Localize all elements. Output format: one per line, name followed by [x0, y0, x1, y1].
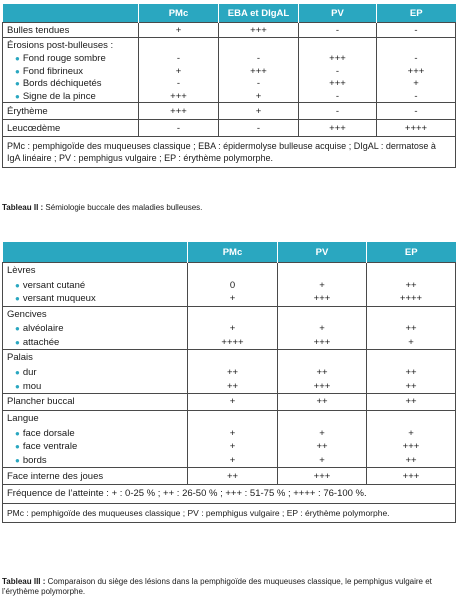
cell: +++ — [278, 336, 367, 350]
table-ii-caption — [2, 203, 454, 213]
row-label-cell — [3, 379, 188, 393]
cell: - — [377, 103, 456, 120]
cell: + — [278, 426, 367, 440]
row-label: Gencives — [7, 308, 47, 320]
row-label: versant cutané — [22, 279, 86, 291]
group-header-row — [3, 38, 456, 53]
table-row — [3, 90, 456, 103]
cell: ++ — [278, 440, 367, 454]
bullet-icon: ● — [15, 280, 20, 290]
row-label-cell — [3, 440, 188, 454]
frequency-note: Fréquence de l’atteinte : + : 0-25 % ; ++ : 26-50 % ; +++ : 51-75 % ; ++++ : 76-100 %. — [3, 485, 456, 504]
table-ii-header-row — [3, 4, 456, 23]
cell: + — [367, 426, 456, 440]
header-eba-digal: EBA et DIgAL — [219, 4, 299, 23]
cell: + — [188, 454, 278, 468]
cell: ++ — [188, 468, 278, 485]
table-row — [3, 53, 456, 66]
cell: +++ — [278, 379, 367, 393]
table-note-row — [3, 504, 456, 523]
row-label: Leucœdème — [7, 122, 61, 134]
frequency-note-row — [3, 485, 456, 504]
row-label: versant muqueux — [22, 293, 96, 305]
cell: +++ — [367, 440, 456, 454]
row-label: mou — [22, 380, 42, 392]
cell: - — [299, 23, 377, 38]
caption-text: Comparaison du siège des lésions dans la pemphigoïde des muqueuses classique, le pemphigus vulgaire et l’érythème polymorphe. — [2, 577, 432, 596]
cell: - — [219, 78, 299, 91]
row-label: bords — [22, 455, 47, 467]
cell: - — [299, 103, 377, 120]
cell: + — [188, 322, 278, 336]
table-row — [3, 103, 456, 120]
row-label: Langue — [7, 413, 39, 425]
cell: + — [188, 440, 278, 454]
group-header-row — [3, 263, 456, 279]
bullet-icon: ● — [15, 79, 20, 89]
cell: + — [219, 103, 299, 120]
table-row — [3, 393, 456, 410]
cell: ++ — [278, 366, 367, 380]
cell: ++++ — [377, 120, 456, 137]
cell: + — [188, 393, 278, 410]
caption-label: Tableau III : — [2, 577, 46, 586]
cell: - — [139, 53, 219, 66]
row-label-cell — [3, 366, 188, 380]
row-label: attachée — [22, 337, 60, 349]
bullet-icon: ● — [15, 54, 20, 64]
cell: ++++ — [188, 336, 278, 350]
cell: - — [377, 53, 456, 66]
row-label: Plancher buccal — [7, 396, 75, 408]
cell: - — [139, 120, 219, 137]
row-label-cell — [3, 78, 139, 91]
cell: + — [367, 336, 456, 350]
cell: +++ — [367, 468, 456, 485]
cell: - — [219, 53, 299, 66]
table-row — [3, 379, 456, 393]
row-label: face ventrale — [22, 441, 78, 453]
bullet-icon: ● — [15, 381, 20, 391]
table-row — [3, 322, 456, 336]
cell: - — [299, 65, 377, 78]
header-pv: PV — [299, 4, 377, 23]
row-label-cell — [3, 454, 188, 468]
cell: +++ — [219, 23, 299, 38]
cell: + — [139, 65, 219, 78]
caption-text: Sémiologie buccale des maladies bulleuses. — [43, 203, 203, 212]
cell: + — [278, 322, 367, 336]
table-row — [3, 454, 456, 468]
row-label: Bulles tendues — [7, 24, 70, 36]
row-label: Face interne des joues — [7, 470, 104, 482]
cell: - — [377, 90, 456, 103]
cell: ++ — [367, 454, 456, 468]
group-header-row — [3, 306, 456, 322]
row-label-cell — [3, 322, 188, 336]
cell: - — [377, 23, 456, 38]
table-row — [3, 426, 456, 440]
row-label-cell — [3, 65, 139, 78]
header-pv: PV — [278, 242, 367, 263]
table-row — [3, 78, 456, 91]
table-iii — [2, 242, 456, 523]
table-note: PMc : pemphigoïde des muqueuses classique ; PV : pemphigus vulgaire ; EP : érythème polymorphe. — [3, 504, 456, 523]
caption-label: Tableau II : — [2, 203, 44, 212]
table-row — [3, 336, 456, 350]
cell: + — [278, 279, 367, 293]
bullet-icon: ● — [15, 91, 20, 101]
header-ep: EP — [367, 242, 456, 263]
table-row — [3, 440, 456, 454]
row-label: Lèvres — [7, 265, 36, 277]
table-row — [3, 120, 456, 137]
row-label-cell — [3, 53, 139, 66]
table-iii-header-row — [3, 242, 456, 263]
header-empty — [3, 242, 188, 263]
cell: + — [278, 454, 367, 468]
cell: ++ — [367, 379, 456, 393]
header-pmc: PMc — [139, 4, 219, 23]
group-header-row — [3, 350, 456, 366]
cell: ++ — [367, 279, 456, 293]
row-label: Bords déchiquetés — [22, 78, 102, 90]
cell: + — [188, 292, 278, 306]
cell: ++ — [278, 393, 367, 410]
cell: ++ — [188, 366, 278, 380]
row-label: face dorsale — [22, 427, 75, 439]
cell: +++ — [278, 468, 367, 485]
row-label-cell — [3, 292, 188, 306]
row-label: Fond rouge sombre — [22, 53, 106, 65]
table-row — [3, 468, 456, 485]
cell: + — [188, 426, 278, 440]
header-pmc: PMc — [188, 242, 278, 263]
table-note: PMc : pemphigoïde des muqueuses classique ; EBA : épidermolyse bulleuse acquise ; DIgAL : dermatose à IgA linéaire ; PV : pemphigus vulgaire ; EP : érythème polymorphe. — [3, 137, 456, 168]
cell: ++ — [188, 379, 278, 393]
row-label: Érythème — [7, 105, 48, 117]
header-ep: EP — [377, 4, 456, 23]
row-label-cell — [3, 279, 188, 293]
table-row — [3, 292, 456, 306]
header-empty — [3, 4, 139, 23]
bullet-icon: ● — [15, 368, 20, 378]
cell: ++++ — [367, 292, 456, 306]
cell: +++ — [299, 120, 377, 137]
cell: + — [219, 90, 299, 103]
row-label: Fond fibrineux — [22, 65, 84, 77]
row-label: alvéolaire — [22, 323, 64, 335]
table-note-row — [3, 137, 456, 168]
row-label: Signe de la pince — [22, 90, 96, 102]
cell: ++ — [367, 393, 456, 410]
bullet-icon: ● — [15, 338, 20, 348]
cell: - — [299, 90, 377, 103]
row-label-cell — [3, 90, 139, 103]
bullet-icon: ● — [15, 324, 20, 334]
table-ii — [2, 4, 456, 168]
cell: +++ — [278, 292, 367, 306]
cell: - — [219, 120, 299, 137]
row-label-cell — [3, 336, 188, 350]
bullet-icon: ● — [15, 456, 20, 466]
cell: +++ — [377, 65, 456, 78]
table-iii-caption — [2, 577, 454, 597]
group-header-row — [3, 410, 456, 426]
row-label: dur — [22, 367, 37, 379]
cell: 0 — [188, 279, 278, 293]
cell: +++ — [299, 53, 377, 66]
table-row — [3, 366, 456, 380]
row-label: Érosions post-bulleuses : — [7, 39, 114, 51]
row-label: Palais — [7, 352, 33, 364]
cell: ++ — [367, 366, 456, 380]
cell: +++ — [299, 78, 377, 91]
bullet-icon: ● — [15, 66, 20, 76]
cell: ++ — [367, 322, 456, 336]
row-label-cell — [3, 426, 188, 440]
table-row — [3, 65, 456, 78]
bullet-icon: ● — [15, 442, 20, 452]
cell: +++ — [219, 65, 299, 78]
cell: - — [139, 78, 219, 91]
cell: + — [377, 78, 456, 91]
bullet-icon: ● — [15, 428, 20, 438]
cell: +++ — [139, 103, 219, 120]
table-row — [3, 279, 456, 293]
table-row — [3, 23, 456, 38]
cell: +++ — [139, 90, 219, 103]
cell: + — [139, 23, 219, 38]
bullet-icon: ● — [15, 294, 20, 304]
